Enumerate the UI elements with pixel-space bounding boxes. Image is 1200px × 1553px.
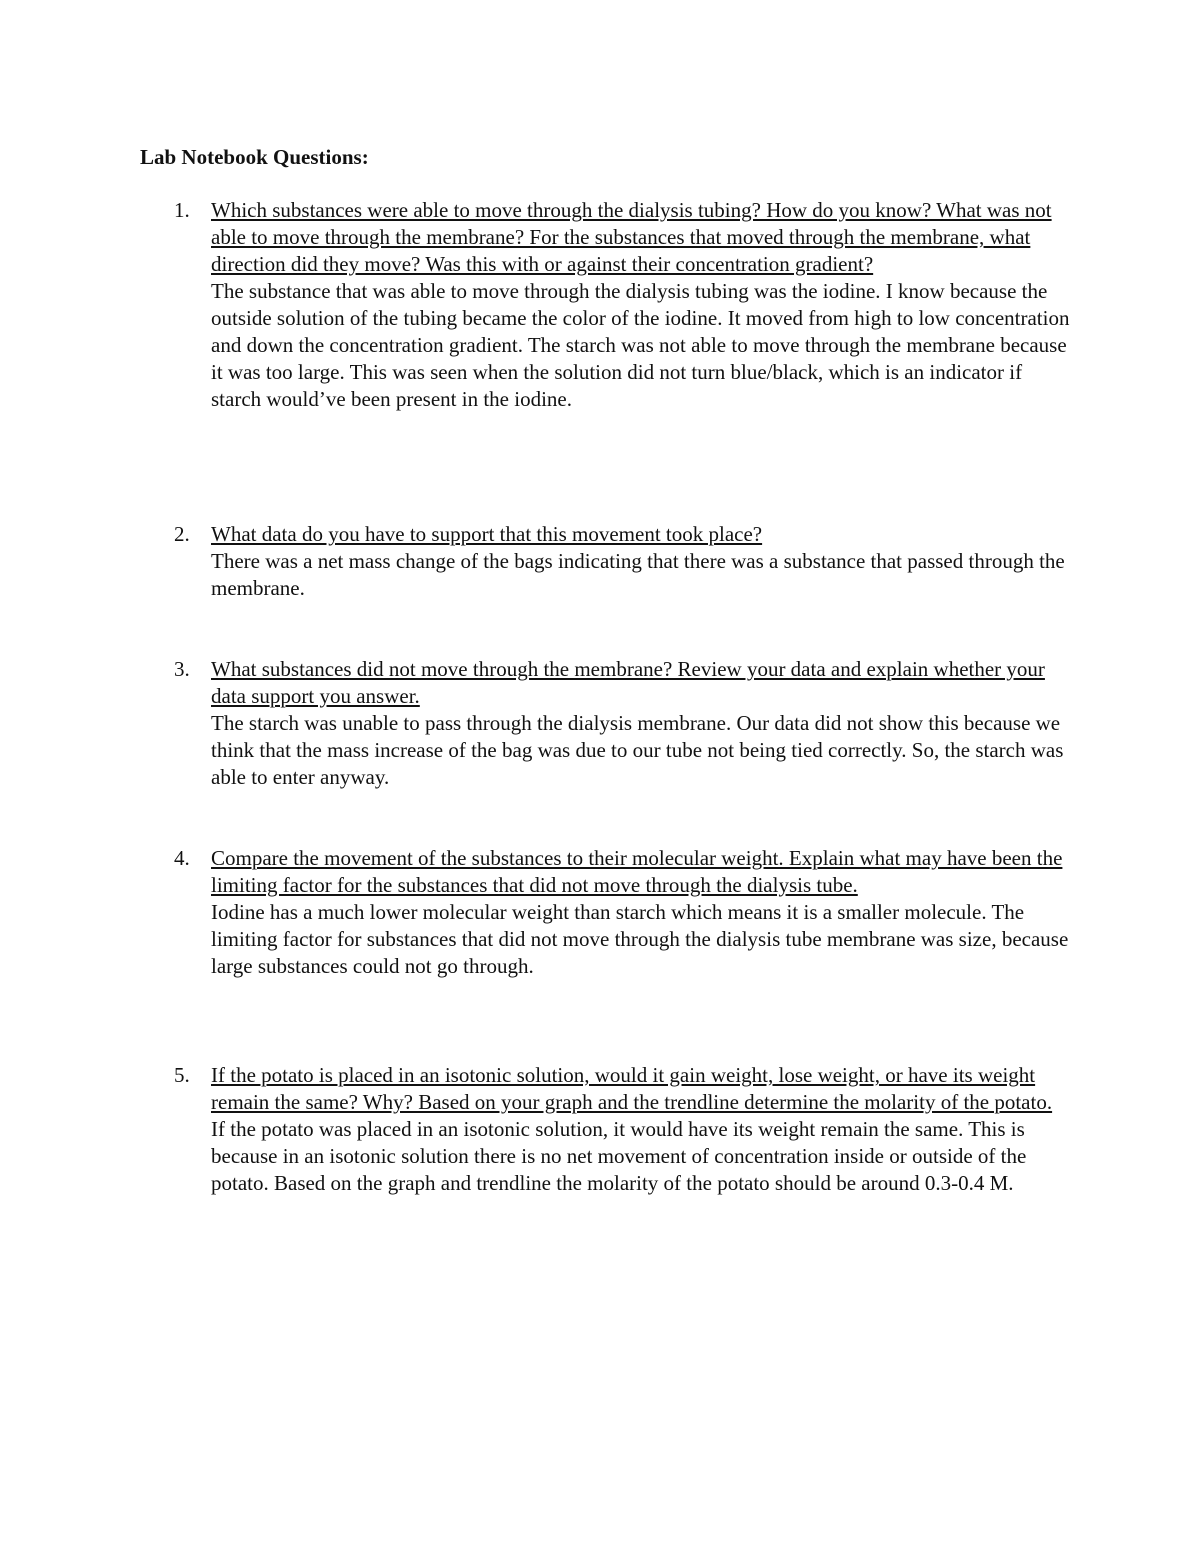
answer-text: If the potato was placed in an isotonic solution, it would have its weight remain the same. This is because in an isotonic solution there is no net movement of concentration inside or outside of the potato. Based on the graph and trendline the molarity of the potato should be around 0.3-0.4 M. <box>211 1117 1027 1195</box>
question-text: Which substances were able to move through the dialysis tubing? How do you know? What was not able to move through the membrane? For the substances that moved through the membrane, what direction did they move? Was this with or against their concentration gradient? <box>211 198 1052 276</box>
question-body <box>211 521 1070 602</box>
question-text: Compare the movement of the substances to their molecular weight. Explain what may have been the limiting factor for the substances that did not move through the dialysis tube. <box>211 846 1063 897</box>
question-body <box>211 197 1070 413</box>
question-item-5 <box>170 1062 1070 1197</box>
question-number: 4. <box>174 846 190 870</box>
question-item-2 <box>170 521 1070 602</box>
question-number: 3. <box>174 657 190 681</box>
question-text: What substances did not move through the membrane? Review your data and explain whether your data support you answer. <box>211 657 1045 708</box>
answer-text: Iodine has a much lower molecular weight than starch which means it is a smaller molecule. The limiting factor for substances that did not move through the dialysis tube membrane was size, because large substances could not go through. <box>211 900 1069 978</box>
answer-text: The substance that was able to move through the dialysis tubing was the iodine. I know because the outside solution of the tubing became the color of the iodine. It moved from high to low concentration and down the concentration gradient. The starch was not able to move through the membrane because it was too large. This was seen when the solution did not turn blue/black, which is an indicator if starch would’ve been present in the iodine. <box>211 279 1070 411</box>
question-item-3 <box>170 656 1070 791</box>
question-number: 2. <box>174 522 190 546</box>
answer-text: The starch was unable to pass through the dialysis membrane. Our data did not show this because we think that the mass increase of the bag was due to our tube not being tied correctly. So, the starch was able to enter anyway. <box>211 711 1064 789</box>
question-body <box>211 1062 1070 1197</box>
question-text: If the potato is placed in an isotonic solution, would it gain weight, lose weight, or have its weight remain the same? Why? Based on your graph and the trendline determine the molarity of the potato. <box>211 1063 1053 1114</box>
page-title: Lab Notebook Questions: <box>140 145 369 169</box>
answer-text: There was a net mass change of the bags indicating that there was a substance that passed through the membrane. <box>211 549 1065 600</box>
question-body <box>211 656 1070 791</box>
question-number: 1. <box>174 198 190 222</box>
question-number: 5. <box>174 1063 190 1087</box>
question-body <box>211 845 1070 980</box>
question-item-4 <box>170 845 1070 980</box>
question-text: What data do you have to support that this movement took place? <box>211 522 763 546</box>
question-item-1 <box>170 197 1070 413</box>
